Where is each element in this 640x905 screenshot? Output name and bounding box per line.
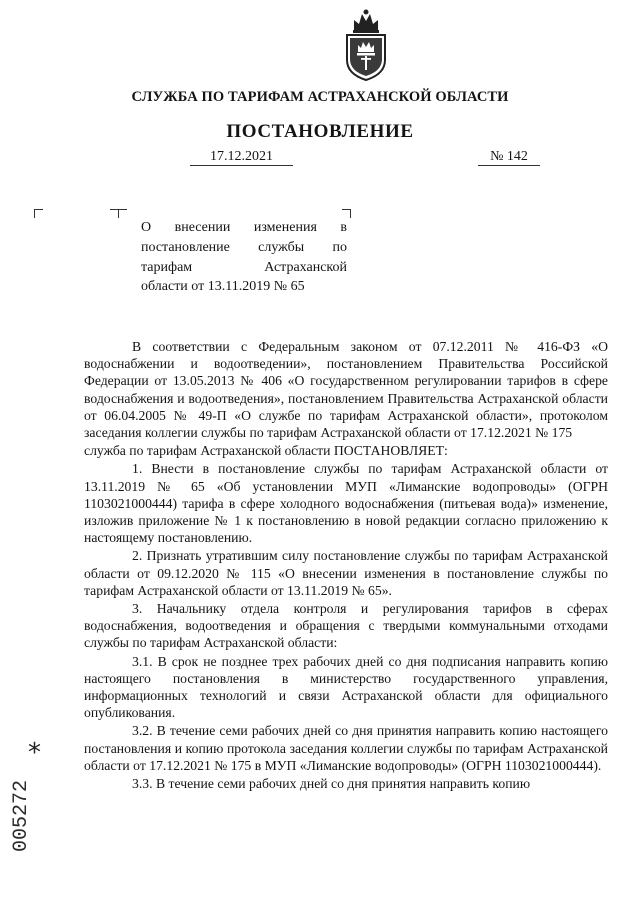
resolution-line: служба по тарифам Астраханской области ПОСТАНОВЛЯЕТ: — [84, 443, 448, 459]
field-corner-mark — [34, 209, 43, 218]
subject-line: тарифам Астраханской — [141, 259, 347, 275]
clause-3: 3. Начальнику отдела контроля и регулирования тарифов в сферах водоснабжения, водоотведения и обращения с твердыми коммунальными отходами службы по тарифам Астраханской области: — [84, 601, 608, 651]
margin-stamp-code: 005272 — [10, 779, 33, 852]
document-type-title: ПОСТАНОВЛЕНИЕ — [226, 121, 414, 142]
field-corner-mark — [118, 209, 127, 218]
document-number: № 142 — [478, 149, 540, 166]
subject-line: области от 13.11.2019 № 65 — [141, 279, 305, 295]
clause-1: 1. Внести в постановление службы по тарифам Астраханской области от 13.11.2019 № 65 «Об установлении МУП «Лиманские водопроводы» (ОГРН 1103021000444) тарифа в сфере холодного водоснабжения (питьевая вода)» изменение, изложив приложение № 1 к постановлению в новой редакции согласно приложению к настоящему постановлению. — [84, 461, 608, 546]
subject-line: постановление службы по — [141, 239, 347, 255]
organization-name: СЛУЖБА ПО ТАРИФАМ АСТРАХАНСКОЙ ОБЛАСТИ — [131, 89, 509, 105]
coat-of-arms-icon — [340, 8, 392, 82]
stamp-asterisk: * — [28, 738, 41, 768]
document-body — [84, 338, 608, 793]
clause-3-1: 3.1. В срок не позднее трех рабочих дней со дня подписания направить копию настоящего постановления в министерство государственного управления, информационных технологий и связи Астраханской области для официального опубликования. — [84, 653, 608, 721]
document-date: 17.12.2021 — [190, 149, 293, 166]
field-corner-mark — [342, 209, 351, 218]
preamble-paragraph: В соответствии с Федеральным законом от 07.12.2011 № 416-ФЗ «О водоснабжении и водоотведении», постановлением Правительства Российской Федерации от 13.05.2013 № 406 «О государственном регулировании тарифов в сфере водоснабжения и водоотведения», постановлением Правительства Астраханской области от 06.04.2005 № 49-П «О службе по тарифам Астраханской области», протоколом заседания коллегии службы по тарифам Астраханской области от 17.12.2021 № 175 — [84, 339, 608, 441]
document-subject — [141, 218, 347, 297]
clause-3-2: 3.2. В течение семи рабочих дней со дня принятия направить копию настоящего постановления и копию протокола заседания коллегии службы по тарифам Астраханской области от 17.12.2021 № 175 в МУП «Лиманские водопроводы» (ОГРН 1103021000444). — [84, 723, 608, 773]
clause-3-3: 3.3. В течение семи рабочих дней со дня принятия направить копию — [132, 776, 531, 792]
subject-line: О внесении изменения в — [141, 220, 347, 235]
clause-2: 2. Признать утратившим силу постановление службы по тарифам Астраханской области от 09.12.2020 № 115 «О внесении изменения в постановление службы по тарифам Астраханской области от 13.11.2019 № 65». — [84, 548, 608, 598]
